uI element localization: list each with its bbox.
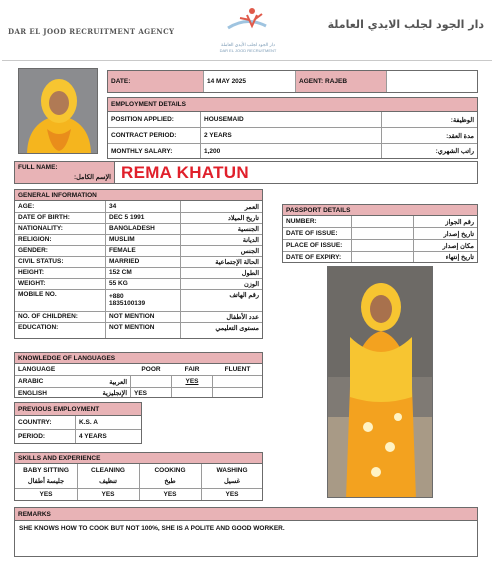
full-name-label: FULL NAME:: [18, 164, 58, 171]
general-info-table: [14, 189, 263, 339]
general-value-3: [106, 234, 180, 245]
lang-arabic-fair: YES: [185, 378, 199, 385]
general-value-text2-8: 1835100139: [109, 300, 146, 307]
general-value-text-4: FEMALE: [109, 247, 136, 254]
skills-title: SKILLS AND EXPERIENCE: [15, 453, 262, 464]
general-label-1: DATE OF BIRTH:: [18, 214, 70, 221]
general-value-5: [106, 256, 180, 267]
general-label-9: NO. OF CHILDREN:: [18, 313, 78, 320]
general-label-6: HEIGHT:: [18, 269, 44, 276]
remarks-text: SHE KNOWS HOW TO COOK BUT NOT 100%, SHE IS A POLITE AND GOOD WORKER.: [19, 525, 285, 532]
lang-english-label-ar: الإنجليزية: [102, 390, 127, 397]
skill-value-2: YES: [163, 491, 177, 498]
general-value-0: [106, 201, 180, 212]
lang-english-label: ENGLISH: [18, 389, 47, 397]
lang-arabic-label: ARABIC: [18, 378, 44, 385]
skill-label-ar-3: غسيل: [223, 477, 241, 485]
date-agent-table: [107, 70, 478, 93]
general-label-ar-3: الديانة: [242, 236, 259, 244]
general-value-text-5: MARRIED: [109, 258, 140, 265]
general-label-10: EDUCATION:: [18, 324, 59, 331]
contract-label-ar: مدة العقد:: [446, 132, 474, 140]
company-name-en: DAR EL JOOD RECRUITMENT AGENCY: [8, 27, 175, 36]
skill-label-ar-0: جليسة أطفال: [27, 477, 65, 485]
lang-arabic-poor: [131, 376, 171, 387]
skill-label-1: CLEANING: [91, 466, 125, 474]
date-label: DATE:: [108, 71, 203, 92]
person-full-body-icon: [328, 267, 433, 498]
languages-title: KNOWLEDGE OF LANGUAGES: [15, 353, 262, 364]
date-value: 14 MAY 2025: [207, 78, 247, 85]
skill-value-1: YES: [101, 491, 115, 498]
passport-issue-date-label: DATE OF ISSUE:: [286, 230, 338, 237]
general-label-3: RELIGION:: [18, 236, 52, 243]
person-portrait-icon: [19, 69, 98, 154]
passport-issue-place-label-ar: مكان إصدار: [442, 242, 474, 250]
general-value-10: [106, 322, 180, 333]
general-label-7: WEIGHT:: [18, 280, 46, 287]
general-label-ar-9: عدد الأطفال: [226, 313, 259, 321]
agent-label: AGENT: RAJEB: [296, 71, 386, 92]
header-divider: [2, 60, 492, 61]
prev-period-label: PERIOD:: [18, 433, 46, 440]
skill-value-3: YES: [225, 491, 239, 498]
remarks-title: REMARKS: [15, 508, 477, 521]
skill-label-3: WASHING: [216, 466, 248, 474]
lang-english-poor: YES: [134, 389, 148, 397]
general-label-ar-2: الجنسية: [237, 225, 259, 233]
general-value-text-7: 55 KG: [109, 280, 128, 287]
logo-caption-en: DAR EL JOOD RECRUITMENT: [219, 48, 277, 53]
skill-label-0: BABY SITTING: [23, 466, 69, 474]
passport-issue-date-label-ar: تاريخ إصدار: [443, 230, 474, 238]
general-label-ar-0: العمر: [244, 203, 259, 211]
prev-period-value: 4 YEARS: [79, 433, 107, 440]
general-value-text-10: NOT MENTION: [109, 324, 155, 331]
skill-label-ar-1: تنظيف: [99, 477, 117, 485]
applicant-photo-full: [327, 266, 433, 498]
general-value-text-1: DEC 5 1991: [109, 214, 145, 221]
general-label-0: AGE:: [18, 203, 35, 210]
general-value-2: [106, 223, 180, 234]
general-value-text-3: MUSLIM: [109, 236, 135, 243]
passport-number-label: NUMBER:: [286, 218, 317, 225]
skill-label-2: COOKING: [154, 466, 186, 474]
salary-label: MONTHLY SALARY:: [111, 147, 173, 155]
general-value-4: [106, 245, 180, 256]
prev-country-value: K.S. A: [79, 419, 98, 426]
lang-arabic-label-ar: العربية: [109, 378, 127, 386]
logo-icon: [222, 6, 272, 42]
passport-details-title: PASSPORT DETAILS: [283, 205, 477, 216]
position-label-ar: الوظيفة:: [450, 116, 474, 124]
contract-value: 2 YEARS: [204, 132, 232, 139]
full-name-row: [14, 161, 478, 184]
general-label-8: MOBILE NO.: [18, 291, 57, 298]
passport-number-label-ar: رقم الجواز: [445, 218, 474, 226]
general-value-8: [106, 289, 180, 311]
salary-value: 1,200: [204, 147, 221, 155]
passport-issue-place-label: PLACE OF ISSUE:: [286, 242, 343, 249]
lang-header-fluent: FLUENT: [224, 366, 251, 373]
full-name-label-ar: الإسم الكامل:: [73, 174, 111, 181]
agent-value: [387, 71, 477, 92]
general-label-ar-5: الحالة الإجتماعية: [215, 258, 259, 266]
position-label: POSITION APPLIED:: [111, 116, 174, 123]
general-info-title: GENERAL INFORMATION: [15, 190, 262, 201]
position-value: HOUSEMAID: [204, 116, 244, 123]
general-value-text-8: +880: [109, 293, 124, 300]
lang-english-fluent: [213, 388, 262, 398]
contract-label: CONTRACT PERIOD:: [111, 132, 177, 139]
general-label-ar-7: الوزن: [243, 280, 259, 288]
salary-label-ar: راتب الشهري:: [435, 148, 474, 155]
general-value-7: [106, 278, 180, 289]
prev-country-label: COUNTRY:: [18, 419, 52, 426]
passport-details-table: [282, 204, 478, 263]
passport-expiry-label-ar: تاريخ إنتهاء: [445, 254, 474, 261]
company-logo: [222, 6, 272, 42]
general-value-6: [106, 267, 180, 278]
lang-english-fair: [172, 388, 212, 398]
general-label-ar-8: رقم الهاتف: [229, 292, 259, 299]
skill-label-ar-2: طبخ: [164, 477, 176, 485]
employment-details-title: EMPLOYMENT DETAILS: [108, 98, 477, 112]
lang-header-language: LANGUAGE: [18, 366, 56, 373]
general-label-ar-1: تاريخ الميلاد: [227, 214, 259, 222]
previous-employment-table: [14, 402, 142, 444]
general-value-9: [106, 311, 180, 322]
general-label-4: GENDER:: [18, 247, 48, 254]
general-value-text-0: 34: [109, 203, 117, 210]
languages-table: [14, 352, 263, 398]
remarks-box: [14, 507, 478, 557]
lang-arabic-fluent: [213, 376, 262, 387]
general-label-ar-4: الجنس: [240, 247, 259, 255]
general-label-ar-10: مستوى التعليمي: [215, 324, 259, 332]
general-value-1: [106, 212, 180, 223]
skills-table: [14, 452, 263, 501]
general-label-5: CIVIL STATUS:: [18, 258, 64, 265]
company-name-ar: دار الجود لجلب الايدي العاملة: [327, 18, 484, 31]
general-value-text-9: NOT MENTION: [109, 313, 155, 320]
general-value-text-6: 152 CM: [109, 269, 132, 276]
general-label-2: NATIONALITY:: [18, 225, 63, 232]
general-label-ar-6: الطول: [241, 269, 259, 277]
lang-header-fair: FAIR: [184, 366, 200, 373]
skill-value-0: YES: [39, 491, 53, 498]
lang-header-poor: POOR: [141, 366, 161, 373]
applicant-photo-small: [18, 68, 98, 154]
general-value-text-2: BANGLADESH: [109, 225, 155, 232]
full-name-value: REMA KHATUN: [121, 163, 249, 182]
previous-employment-title: PREVIOUS EMPLOYMENT: [15, 403, 141, 416]
employment-details-table: [107, 97, 478, 159]
logo-caption-ar: دار الجود لجلب الأيدي العاملة: [221, 42, 275, 47]
passport-expiry-label: DATE OF EXPIRY:: [286, 253, 342, 261]
